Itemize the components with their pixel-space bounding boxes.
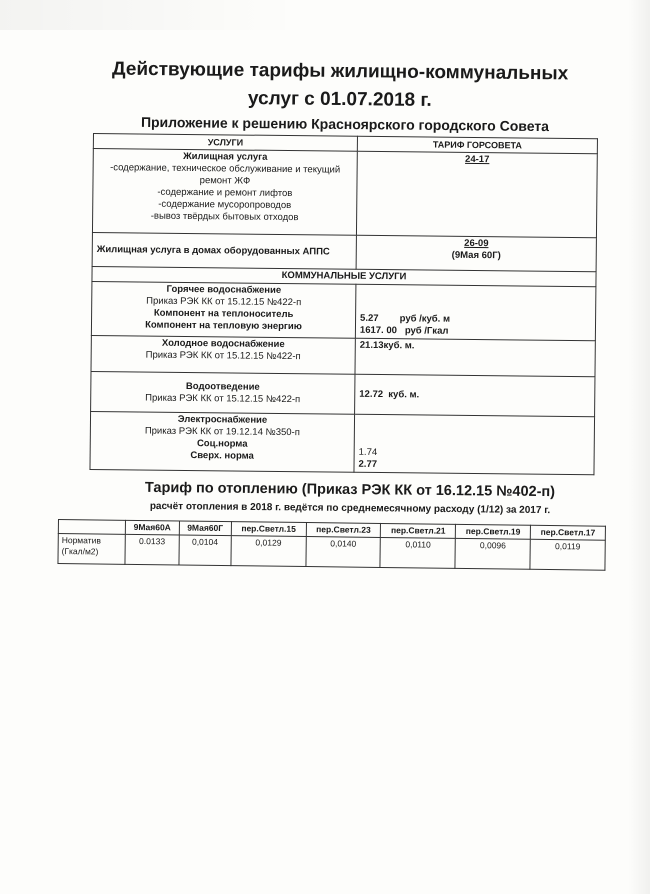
housing-tariff: 24-17	[465, 153, 490, 166]
heating-col-header: 9Мая60А	[125, 520, 179, 535]
hot-water-order: Приказ РЭК КК от 15.12.15 №422-п	[146, 295, 302, 309]
heating-value: 0,0110	[380, 537, 455, 568]
drainage-order: Приказ РЭК КК от 15.12.15 №422-п	[145, 392, 301, 405]
housing-apps-cell	[92, 232, 356, 269]
title-line-1: Действующие тарифы жилищно-коммунальных	[111, 58, 569, 85]
hot-water-comp2-label: Компонент на тепловую энергию	[145, 319, 302, 333]
housing-apps-name: Жилищная услуга в домах оборудованных АППС	[96, 243, 330, 257]
heating-col-header: 9Мая60Г	[179, 521, 231, 536]
heating-title: Тариф по отоплению (Приказ РЭК КК от 16.12.15 №402-п)	[144, 479, 556, 501]
hot-water-cell	[91, 281, 356, 338]
housing-apps-tariff-cell	[356, 235, 596, 272]
heating-col-header: пер.Светл.15	[231, 522, 306, 537]
communal-header: КОММУНАЛЬНЫЕ УСЛУГИ	[92, 266, 596, 286]
heating-corner-cell	[58, 520, 125, 535]
table-row-cold-water	[91, 335, 595, 376]
heating-col-header: пер.Светл.19	[456, 524, 531, 539]
electricity-over-value: 2.77	[358, 458, 378, 470]
electricity-values-cell	[354, 414, 595, 475]
hot-water-comp2-value: 1617. 00 руб /Гкал	[359, 324, 449, 337]
heating-subtitle: расчёт отопления в 2018 г. ведётся по среднемесячному расходу (1/12) за 2017 г.	[149, 500, 551, 517]
heating-col-header: пер.Светл.21	[381, 523, 456, 538]
housing-tariff-cell	[356, 151, 597, 238]
scan-smudge	[0, 0, 300, 30]
hot-water-values-cell	[355, 284, 596, 341]
drainage-value: 12.72 куб. м.	[359, 388, 420, 400]
electricity-name: Электроснабжение	[177, 413, 268, 426]
electricity-over-label: Сверх. норма	[190, 450, 254, 462]
hot-water-comp1-value: 5.27 руб /куб. м	[360, 312, 451, 325]
heating-value: 0,0129	[231, 536, 306, 567]
electricity-cell	[90, 411, 355, 472]
housing-item: -содержание мусоропроводов	[158, 198, 292, 212]
title-line-2: услуг с 01.07.2018 г.	[247, 88, 432, 111]
heating-value: 0,0104	[179, 535, 231, 566]
housing-item: -содержание и ремонт лифтов	[157, 186, 293, 200]
housing-apps-note: (9Мая 60Г)	[451, 249, 501, 262]
heating-col-header: пер.Светл.23	[306, 523, 381, 538]
housing-name: Жилищная услуга	[183, 150, 268, 163]
hot-water-name: Горячее водоснабжение	[166, 283, 282, 296]
header-tariff: ТАРИФ ГОРСОВЕТА	[357, 136, 597, 154]
heating-value: 0,0140	[306, 537, 381, 568]
cold-water-cell	[91, 335, 355, 374]
tariff-table	[89, 133, 598, 475]
housing-apps-tariff: 26-09	[464, 237, 489, 250]
housing-cell	[92, 149, 357, 236]
cold-water-value-cell	[355, 338, 595, 377]
table-row-housing	[92, 149, 597, 238]
header-services: УСЛУГИ	[93, 134, 357, 152]
electricity-soc-value: 1.74	[358, 446, 378, 458]
cold-water-name: Холодное водоснабжение	[161, 337, 285, 351]
table-row-electricity	[90, 411, 595, 474]
document-title	[90, 55, 591, 116]
cold-water-order: Приказ РЭК КК от 15.12.15 №422-п	[145, 349, 301, 363]
heating-col-header: пер.Светл.17	[530, 525, 605, 540]
electricity-order: Приказ РЭК КК от 19.12.14 №350-п	[144, 425, 300, 439]
drainage-value-cell	[355, 374, 595, 417]
heating-table	[57, 519, 606, 571]
document-subtitle: Приложение к решению Красноярского городского Совета	[140, 113, 550, 135]
heating-value: 0.0133	[125, 534, 179, 565]
scan-edge-shadow	[628, 0, 650, 894]
electricity-soc-label: Соц.норма	[196, 438, 248, 450]
hot-water-comp1-label: Компонент на теплоноситель	[153, 307, 294, 321]
housing-item: -содержание, техническое обслуживание и текущий ремонт ЖФ	[110, 162, 341, 187]
heating-value: 0,0096	[455, 538, 530, 569]
heating-values-row	[58, 534, 605, 571]
drainage-name: Водоотведение	[185, 380, 260, 393]
housing-item: -вывоз твёрдых бытовых отходов	[150, 210, 299, 224]
heating-row-label: Норматив (Гкал/м2)	[58, 534, 125, 565]
table-row-housing-apps	[92, 232, 596, 271]
cold-water-value: 21.13куб. м.	[359, 339, 415, 352]
drainage-cell	[91, 371, 355, 414]
heating-value: 0,0119	[530, 539, 605, 570]
table-row-drainage	[91, 371, 595, 416]
table-row-hot-water	[91, 281, 596, 340]
